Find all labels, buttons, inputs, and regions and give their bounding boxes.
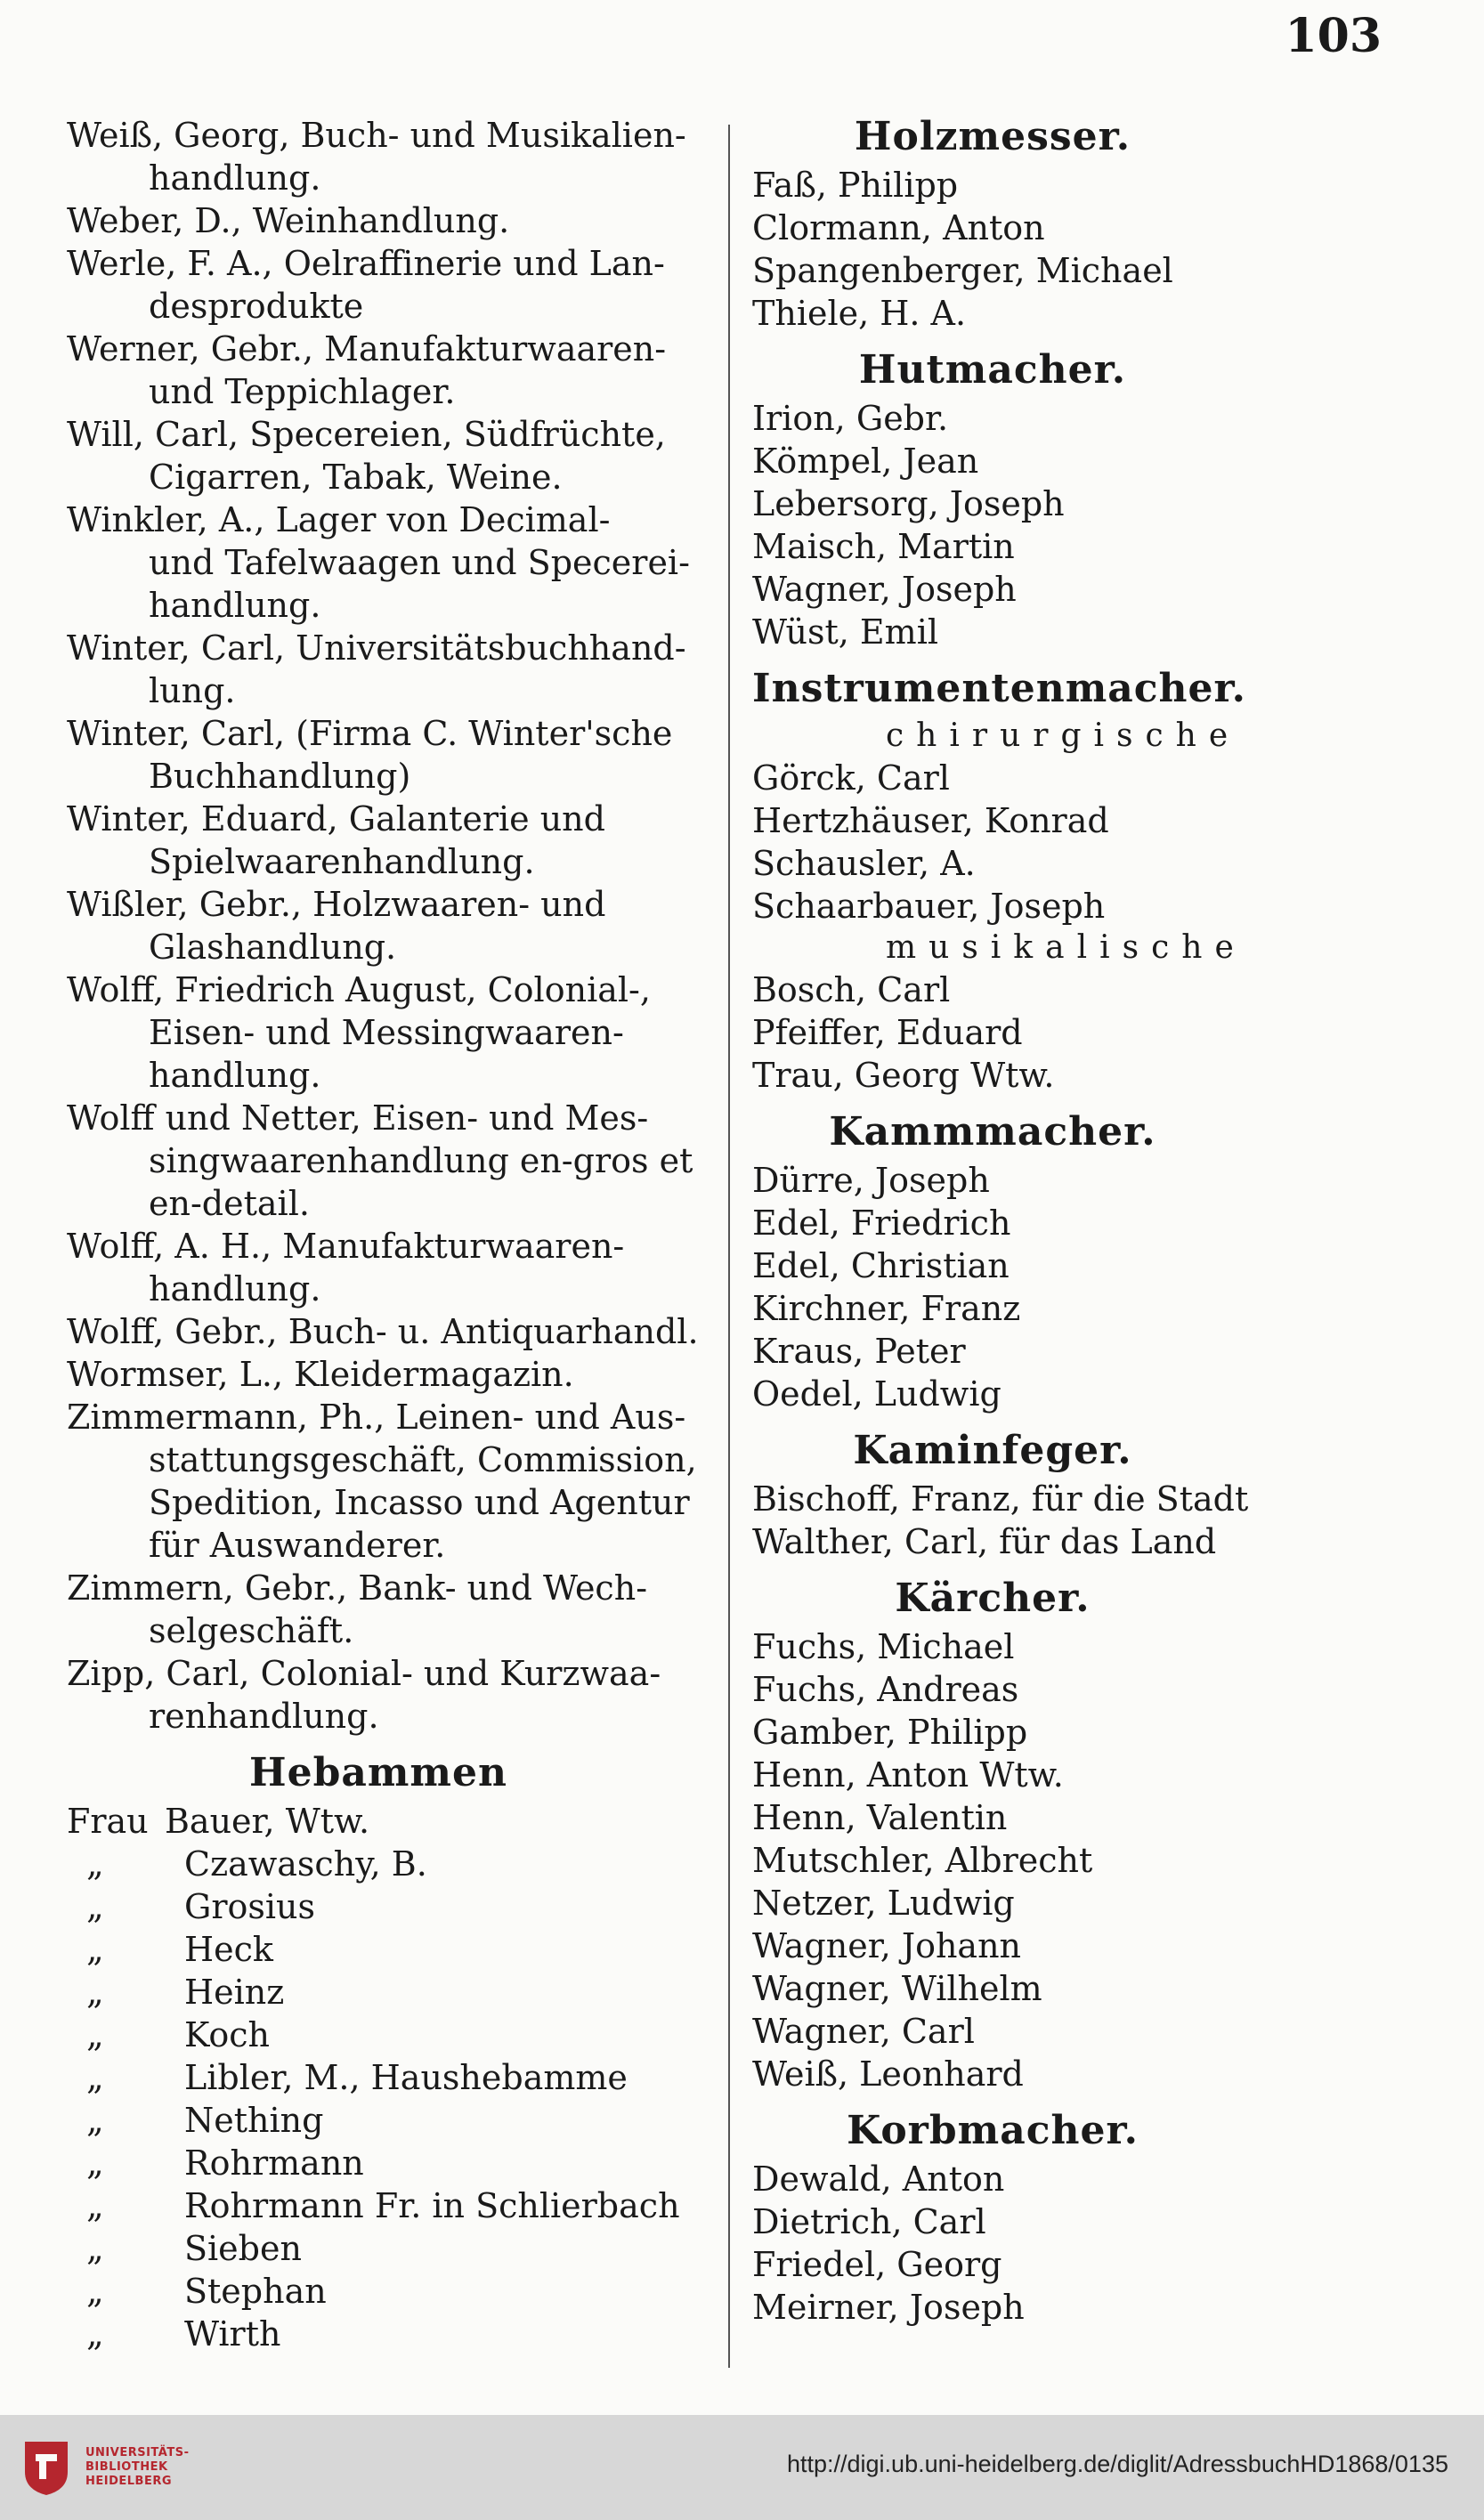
midwife-name: Wirth bbox=[184, 2314, 281, 2354]
directory-entry bbox=[67, 328, 690, 413]
trade-entry: Bosch, Carl bbox=[752, 970, 951, 1009]
entry-continuation-line: renhandlung. bbox=[149, 1697, 379, 1736]
entry-continuation-line: und Teppichlager. bbox=[149, 372, 456, 411]
midwife-entry bbox=[67, 2099, 690, 2142]
directory-entry bbox=[67, 1310, 699, 1353]
entry-continuation-line: handlung. bbox=[149, 158, 321, 198]
section-heading: Kammmacher. bbox=[829, 1109, 1156, 1155]
midwife-name: Czawaschy, B. bbox=[184, 1844, 427, 1884]
entry-first-line: Werner, Gebr., Manufakturwaaren- bbox=[67, 329, 667, 369]
entry-continuation-line: desprodukte bbox=[149, 287, 364, 326]
midwife-prefix: „ bbox=[86, 1844, 104, 1884]
midwife-entry bbox=[67, 2313, 690, 2355]
trade-entry: Spangenberger, Michael bbox=[752, 251, 1173, 290]
midwife-entry bbox=[67, 1843, 690, 1885]
entry-continuation-line: stattungsgeschäft, Commission, bbox=[149, 1440, 697, 1479]
midwife-name: Libler, M., Haushebamme bbox=[184, 2058, 628, 2097]
footer-bar bbox=[0, 2415, 1484, 2520]
trade-entry: Meirner, Joseph bbox=[752, 2288, 1025, 2327]
section-heading: Kärcher. bbox=[895, 1576, 1091, 1621]
midwife-prefix: „ bbox=[86, 2015, 104, 2054]
trade-entry: Clormann, Anton bbox=[752, 208, 1045, 247]
directory-entry bbox=[67, 1567, 690, 1652]
midwife-name: Heck bbox=[184, 1930, 273, 1969]
midwife-entry bbox=[67, 2056, 690, 2099]
trade-entry: Trau, Georg Wtw. bbox=[752, 1056, 1055, 1095]
trade-entry: Bischoff, Franz, für die Stadt bbox=[752, 1479, 1249, 1519]
directory-entry bbox=[67, 199, 690, 242]
midwife-name: Rohrmann Fr. in Schlierbach bbox=[184, 2186, 680, 2225]
trade-entry: Gamber, Philipp bbox=[752, 1713, 1028, 1752]
trade-entry: Dürre, Joseph bbox=[752, 1161, 990, 1200]
trade-entry: Maisch, Martin bbox=[752, 527, 1015, 566]
entry-continuation-line: lung. bbox=[149, 671, 236, 710]
entry-first-line: Winter, Eduard, Galanterie und bbox=[67, 799, 605, 839]
entry-continuation-line: Eisen- und Messingwaaren- bbox=[149, 1013, 624, 1052]
midwife-entry bbox=[67, 1928, 690, 1971]
trade-entry: Oedel, Ludwig bbox=[752, 1374, 1001, 1414]
directory-entry bbox=[67, 1652, 690, 1738]
entry-continuation-line: Glashandlung. bbox=[149, 928, 397, 967]
library-name-line: BIBLIOTHEK bbox=[85, 2460, 168, 2474]
entry-first-line: Werle, F. A., Oelraffinerie und Lan- bbox=[67, 244, 665, 283]
entry-first-line: Winkler, A., Lager von Decimal- bbox=[67, 500, 611, 539]
trade-entry: Fuchs, Michael bbox=[752, 1627, 1015, 1666]
entry-continuation-line: handlung. bbox=[149, 1056, 321, 1095]
directory-entry bbox=[67, 242, 690, 328]
trade-entry: Kömpel, Jean bbox=[752, 442, 979, 481]
midwife-prefix: „ bbox=[86, 2272, 104, 2311]
entry-continuation-line: Spielwaarenhandlung. bbox=[149, 842, 535, 881]
library-name-line: HEIDELBERG bbox=[85, 2475, 173, 2488]
library-name-line: UNIVERSITÄTS- bbox=[85, 2446, 190, 2459]
trade-entry: Thiele, H. A. bbox=[752, 294, 967, 333]
midwife-entry bbox=[67, 1800, 690, 1843]
entry-first-line: Zimmermann, Ph., Leinen- und Aus- bbox=[67, 1398, 686, 1437]
entry-continuation-line: Spedition, Incasso und Agentur bbox=[149, 1483, 690, 1522]
library-seal-icon bbox=[18, 2436, 75, 2499]
midwife-prefix: „ bbox=[86, 2229, 104, 2268]
entry-first-line: Winter, Carl, (Firma C. Winter'sche bbox=[67, 714, 673, 753]
right-column bbox=[752, 114, 1249, 2329]
section-heading: Korbmacher. bbox=[847, 2108, 1139, 2153]
trade-entry: Edel, Friedrich bbox=[752, 1203, 1011, 1243]
midwife-entry bbox=[67, 1885, 690, 1928]
midwife-name: Bauer, Wtw. bbox=[165, 1802, 370, 1841]
midwife-prefix: „ bbox=[86, 2186, 104, 2225]
midwife-entry bbox=[67, 2270, 690, 2313]
midwife-entry bbox=[67, 2014, 690, 2056]
trade-entry: Schausler, A. bbox=[752, 844, 976, 883]
entry-continuation-line: singwaarenhandlung en-gros et bbox=[149, 1141, 693, 1180]
trade-entry: Wagner, Joseph bbox=[752, 570, 1017, 609]
trade-entry: Friedel, Georg bbox=[752, 2245, 1002, 2284]
column-divider bbox=[728, 125, 730, 2368]
trade-entry: Wagner, Wilhelm bbox=[752, 1969, 1042, 2008]
entry-continuation-line: en-detail. bbox=[149, 1184, 310, 1223]
trade-entry: Henn, Valentin bbox=[752, 1798, 1008, 1837]
midwife-prefix: „ bbox=[86, 1973, 104, 2012]
source-url-link[interactable]: http://digi.ub.uni-heidelberg.de/diglit/AdressbuchHD1868/0135 bbox=[786, 2451, 1448, 2477]
entry-continuation-line: selgeschäft. bbox=[149, 1611, 354, 1650]
trade-entry: Wagner, Johann bbox=[752, 1926, 1022, 1965]
business-entries bbox=[67, 114, 699, 1738]
midwife-name: Nething bbox=[184, 2101, 324, 2140]
section-heading: Kaminfeger. bbox=[853, 1428, 1132, 1473]
trade-entry: Wagner, Carl bbox=[752, 2012, 975, 2051]
entry-continuation-line: handlung. bbox=[149, 586, 321, 625]
entry-first-line: Weiß, Georg, Buch- und Musikalien- bbox=[67, 116, 686, 155]
directory-entry bbox=[67, 883, 690, 968]
midwife-name: Stephan bbox=[184, 2272, 327, 2311]
trade-entry: Henn, Anton Wtw. bbox=[752, 1755, 1064, 1795]
section-heading: Instrumentenmacher. bbox=[752, 666, 1246, 711]
directory-entry bbox=[67, 627, 690, 712]
directory-entry bbox=[67, 968, 690, 1097]
midwife-name: Sieben bbox=[184, 2229, 302, 2268]
trade-entry: Edel, Christian bbox=[752, 1246, 1010, 1285]
midwife-prefix: „ bbox=[86, 1930, 104, 1969]
directory-entry bbox=[67, 114, 690, 199]
trade-entry: Mutschler, Albrecht bbox=[752, 1841, 1093, 1880]
midwife-prefix: „ bbox=[86, 2143, 104, 2183]
trade-entry: Walther, Carl, für das Land bbox=[752, 1522, 1217, 1561]
directory-entry bbox=[67, 413, 690, 498]
trade-entry: Görck, Carl bbox=[752, 758, 950, 798]
entry-continuation-line: Cigarren, Tabak, Weine. bbox=[149, 458, 563, 497]
midwife-list bbox=[67, 1800, 690, 2355]
trade-entry: Netzer, Ludwig bbox=[752, 1884, 1015, 1923]
trade-entry: Lebersorg, Joseph bbox=[752, 484, 1065, 523]
entry-first-line: Wormser, L., Kleidermagazin. bbox=[67, 1355, 574, 1394]
trade-entry: Schaarbauer, Joseph bbox=[752, 887, 1106, 926]
midwife-prefix: „ bbox=[86, 1887, 104, 1926]
entry-continuation-line: handlung. bbox=[149, 1269, 321, 1309]
section-heading: Holzmesser. bbox=[854, 114, 1131, 159]
library-name bbox=[85, 2446, 189, 2489]
midwife-name: Rohrmann bbox=[184, 2143, 364, 2183]
entry-first-line: Weber, D., Weinhandlung. bbox=[67, 201, 510, 240]
trade-entry: Fuchs, Andreas bbox=[752, 1670, 1019, 1709]
entry-first-line: Wolff, Friedrich August, Colonial-, bbox=[67, 970, 651, 1009]
trade-entry: Hertzhäuser, Konrad bbox=[752, 801, 1109, 840]
trade-entry: Dewald, Anton bbox=[752, 2159, 1005, 2199]
midwife-entry bbox=[67, 2184, 690, 2227]
directory-entry bbox=[67, 1097, 693, 1225]
directory-entry bbox=[67, 712, 690, 798]
midwife-prefix: „ bbox=[86, 2058, 104, 2097]
section-subheading: musikalische bbox=[886, 929, 1246, 966]
trade-entry: Faß, Philipp bbox=[752, 166, 959, 205]
entry-continuation-line: und Tafelwaagen und Specerei- bbox=[149, 543, 690, 582]
trade-entry: Weiß, Leonhard bbox=[752, 2054, 1024, 2094]
section-heading: Hutmacher. bbox=[858, 347, 1127, 393]
midwife-prefix: „ bbox=[86, 2314, 104, 2354]
trade-entry: Kraus, Peter bbox=[752, 1332, 966, 1371]
entry-first-line: Zipp, Carl, Colonial- und Kurzwaa- bbox=[67, 1654, 661, 1693]
section-heading-hebammen: Hebammen bbox=[249, 1750, 507, 1795]
library-logo[interactable] bbox=[18, 2436, 189, 2499]
midwife-entry bbox=[67, 1971, 690, 2014]
midwife-name: Heinz bbox=[184, 1973, 285, 2012]
midwife-prefix: Frau bbox=[67, 1802, 149, 1841]
midwife-name: Koch bbox=[184, 2015, 271, 2054]
directory-entry bbox=[67, 1396, 697, 1567]
trade-entry: Pfeiffer, Eduard bbox=[752, 1013, 1023, 1052]
entry-continuation-line: Buchhandlung) bbox=[149, 757, 411, 796]
trade-entry: Wüst, Emil bbox=[752, 612, 938, 652]
directory-entry bbox=[67, 1353, 690, 1396]
entry-first-line: Winter, Carl, Universitätsbuchhand- bbox=[67, 628, 686, 668]
entry-first-line: Wolff und Netter, Eisen- und Mes- bbox=[67, 1098, 649, 1138]
entry-first-line: Zimmern, Gebr., Bank- und Wech- bbox=[67, 1568, 648, 1608]
entry-first-line: Wolff, Gebr., Buch- u. Antiquarhandl. bbox=[67, 1312, 699, 1351]
trade-entry: Kirchner, Franz bbox=[752, 1289, 1021, 1328]
entry-continuation-line: für Auswanderer. bbox=[149, 1526, 446, 1565]
directory-entry bbox=[67, 498, 690, 627]
trade-entry: Irion, Gebr. bbox=[752, 399, 949, 438]
left-column bbox=[67, 114, 699, 2355]
midwife-entry bbox=[67, 2227, 690, 2270]
midwife-prefix: „ bbox=[86, 2101, 104, 2140]
trade-entry: Dietrich, Carl bbox=[752, 2202, 986, 2241]
entry-first-line: Wolff, A. H., Manufakturwaaren- bbox=[67, 1227, 625, 1266]
midwife-entry bbox=[67, 2142, 690, 2184]
directory-entry bbox=[67, 1225, 690, 1310]
directory-entry bbox=[67, 798, 690, 883]
page-number: 103 bbox=[1285, 9, 1382, 63]
midwife-name: Grosius bbox=[184, 1887, 316, 1926]
section-subheading: chirurgische bbox=[886, 717, 1241, 754]
entry-first-line: Wißler, Gebr., Holzwaaren- und bbox=[67, 885, 606, 924]
entry-first-line: Will, Carl, Specereien, Südfrüchte, bbox=[67, 415, 666, 454]
